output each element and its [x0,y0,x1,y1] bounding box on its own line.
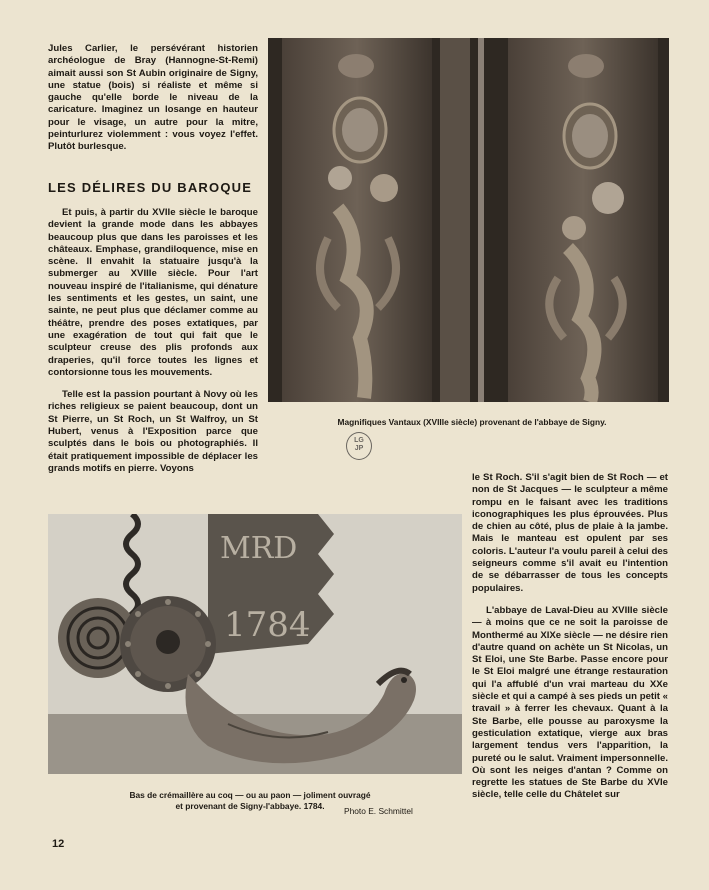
carved-doors-image [268,38,669,402]
library-stamp: LG JP [346,432,372,460]
left-column [48,43,258,164]
trammel-photo [48,514,462,774]
trammel-caption: Bas de crémaillère au coq — ou au paon — joliment ouvragé et provenant de Signy-l'abbaye. 1784. [129,790,371,811]
right-column [472,472,668,812]
trammel-image [48,514,462,774]
laval-dieu-paragraph: L'abbaye de Laval-Dieu au XVIIIe siècle — à moins que ce ne soit la paroisse de Monthermé au XIXe siècle — ne désire rien d'autre quand on achète un St Nicolas, un St Eloi, une Ste Barbe. Passe encore pour le St Eloi malgré une étrange restauration qui l'a affublé d'un vrai marteau du XXe siècle et qui a campé à ses pieds un petit « travail » à ferrer les chevaux. Quant à la Ste Barbe, elle pousse au paroxysme la gesticulation extatique, vierge aux bras largement tendus vers l'apparition, la pureté ou le salut. Vraiment impersonnelle. Où sont les neiges d'antan ? Comme on regrette les statues de Ste Barbe du XVIe siècle, telle celle du Châtelet sur [472,604,668,801]
section-heading: LES DÉLIRES DU BAROQUE [48,180,253,195]
left-column-body [48,207,258,485]
novy-paragraph: Telle est la passion pourtant à Novy où les riches religieux se paient beaucoup, dont un St Pierre, un St Roch, un St Walfroy, un St Hubert, venus à l'Exposition parce que sculptés dans le bois ou photographiés. Il était pratiquement impossible de déplacer les grands motifs en pierre. Voyons [48,389,258,474]
page-number: 12 [52,838,65,850]
intro-paragraph: Jules Carlier, le persévérant historien archéologue de Bray (Hannogne-St-Remi) aimait aussi son St Aubin originaire de Signy, une statue (bois) si réaliste et même si gauche qu'elle borde le niveau de la caricature. Imaginez un losange en hauteur pour le visage, un autre pour la mitre, peinturlurez violemment : vous voyez l'effet. Plutôt burlesque. [48,43,258,153]
carved-doors-photo [268,38,669,402]
photo-credit: Photo E. Schmittel [344,806,413,816]
engraving-initials: MRD [220,531,298,566]
doors-caption: Magnifiques Vantaux (XVIIIe siècle) provenant de l'abbaye de Signy. [337,417,607,427]
baroque-paragraph: Et puis, à partir du XVIIe siècle le baroque devient la grande mode dans les abbayes beaucoup plus que dans les paroisses et les châteaux. Emphase, grandiloquence, mise en scène. Il envahit la statuaire jusqu'à la submerger au XVIIIe siècle. Pour l'art nouveau inspiré de l'italianisme, qui dénature les sentiments et les gestes, un saint, une sainte, ne peut plus que déclamer comme au théâtre, prendre des poses extatiques, par une exagération de tout qui fait que le sculpteur creuse des plis profonds aux draperies, qu'il force toutes les lignes et contorsionne tous les mouvements. [48,207,258,378]
engraving-year: 1784 [224,605,311,645]
st-roch-paragraph: le St Roch. S'il s'agit bien de St Roch — et non de St Jacques — le sculpteur a même rompu en le faisant avec les traditions iconographiques les plus éprouvées. Plus de chien au côté, plus de plaie à la jambe. Mais le manteau est opulent par ses coloris. L'auteur l'a voulu pareil à celui des seigneurs comme s'il avait eu l'intention de se débarrasser de tous les concepts populaires. [472,472,668,594]
